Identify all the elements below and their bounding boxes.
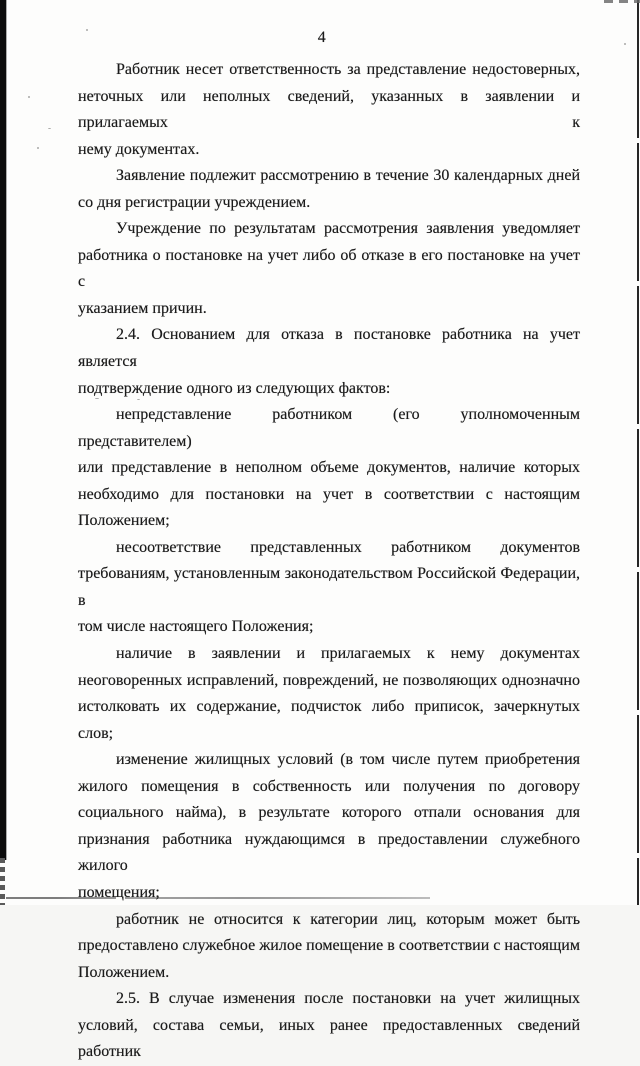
text-line: необходимо для постановки на учет в соответствии с настоящим [78,485,580,503]
text-line: или представление в неполном объеме документов, наличие которых [78,459,580,477]
page-number: 4 [317,29,327,46]
paragraph [78,402,580,535]
paragraph [78,535,580,641]
text-line: работника о постановке на учет либо об отказе в его постановке на учет с [78,246,580,291]
text-line: неточных или неполных сведений, указанных в заявлении и прилагаемых к [78,87,580,132]
text-line: том числе настоящего Положения; [78,618,314,636]
text-line: несоответствие представленных работником документов [116,538,580,556]
text-line: истолковать их содержание, подчисток либо приписок, зачеркнутых слов; [78,698,580,742]
scan-edge-top-right-dashes [604,0,640,3]
text-line: Положением. [78,963,170,981]
scan-edge-right [637,0,639,905]
text-line: предоставлено служебное жилое помещение в соответствии с настоящим [78,937,580,955]
paragraph [78,216,580,322]
text-line: 2.4. Основанием для отказа в постановке работника на учет является [78,326,580,371]
text-line: признания работника нуждающимся в предоставлении служебного жилого [78,830,580,875]
text-line: неоговоренных исправлений, повреждений, не позволяющих однозначно [78,671,580,689]
text-line: Заявление подлежит рассмотрению в течение 30 календарных дней [116,167,580,185]
text-line: требованиям, установленным законодательством Российской Федерации, в [78,565,580,609]
scan-speck [28,96,30,98]
text-line: Положением; [78,512,170,530]
text-line: условий, состава семьи, иных ранее предоставленных сведений работник [78,1016,580,1061]
scan-edge-left-fringe [6,0,7,860]
text-line: со дня регистрации учреждением. [78,193,311,211]
text-line: указанием причин. [78,299,207,317]
text-line: 2.5. В случае изменения после постановки на учет жилищных [116,990,580,1008]
scan-speck [624,43,626,45]
text-line: подтверждение одного из следующих фактов: [78,379,391,397]
text-line: непредставление работником (его уполномоченным представителем) [78,406,580,450]
text-line: помещения; [78,883,160,901]
scan-speck [48,128,51,129]
scan-edge-left-bottom-dashes [0,858,5,905]
document-body [78,57,580,1066]
scan-speck [37,147,39,149]
paragraph [78,986,580,1066]
paragraph [78,907,580,987]
text-line: работник не относится к категории лиц, которым может быть [116,910,580,928]
text-line: социального найма), в результате которого отпали основания для [78,804,580,822]
paragraph [78,57,580,163]
text-line: нему документах. [78,140,200,158]
paragraph [78,322,580,402]
paragraph [78,641,580,747]
text-line: Учреждение по результатам рассмотрения заявления уведомляет [116,220,580,238]
paragraph [78,747,580,906]
text-line: Работник несет ответственность за представление недостоверных, [116,61,580,78]
text-line: наличие в заявлении и прилагаемых к нему документах [116,645,580,663]
text-line: изменение жилищных условий (в том числе путем приобретения [116,751,580,769]
text-line: жилого помещения в собственность или получения по договору [78,777,580,795]
paragraph [78,163,580,216]
